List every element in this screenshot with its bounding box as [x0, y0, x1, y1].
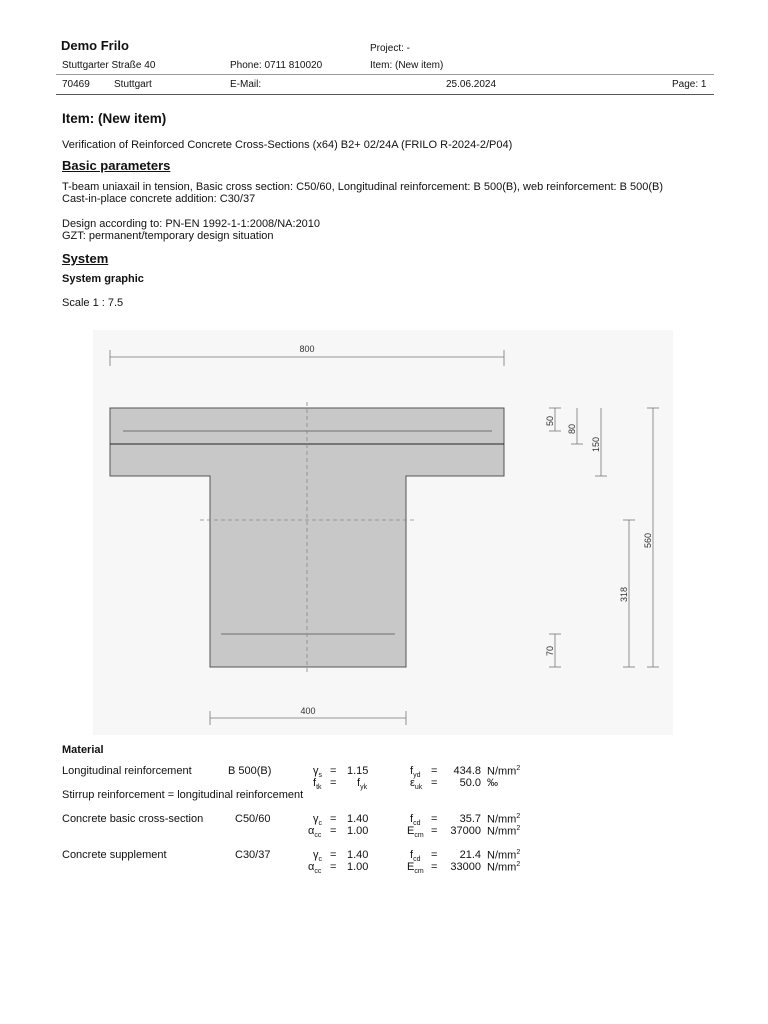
- ecm-supp-value: 33000: [450, 861, 481, 873]
- company-phone: Phone: 0711 810020: [230, 60, 323, 71]
- company-email: E-Mail:: [230, 79, 262, 90]
- eq-sign: =: [431, 813, 438, 825]
- concrete-supp-label: Concrete supplement: [62, 849, 167, 861]
- gamma-c-symbol: $\gamma_c$: [313, 849, 322, 864]
- company-zip: 70469: [62, 79, 90, 90]
- alpha-cc-symbol: $\alpha_{cc}$: [308, 861, 322, 876]
- eq-sign: =: [330, 861, 337, 873]
- cross-section-drawing: [93, 330, 673, 735]
- gamma-s-value: 1.15: [347, 765, 369, 777]
- basic-param-line-2: Cast-in-place concrete addition: C30/37: [62, 193, 256, 205]
- long-reinf-label: Longitudinal reinforcement: [62, 765, 192, 777]
- system-heading: System: [62, 251, 109, 266]
- unit-ecm-supp: $N/mm^2$: [487, 861, 521, 874]
- ecm-symbol: $E_{cm}$: [407, 861, 424, 876]
- gamma-c-supp-value: 1.40: [347, 849, 369, 861]
- dim-label-150: 150: [591, 436, 601, 452]
- eq-sign: =: [330, 825, 337, 837]
- project-label: Project: -: [370, 43, 411, 54]
- dim-label-80: 80: [567, 423, 577, 434]
- fyd-value: 434.8: [453, 765, 481, 777]
- eq-sign: =: [330, 765, 337, 777]
- alpha-cc-supp-value: 1.00: [347, 861, 369, 873]
- design-standard-line: Design according to: PN-EN 1992-1-1:2008/NA:2010: [62, 218, 321, 230]
- eq-sign: =: [330, 813, 337, 825]
- header-divider-2: [56, 94, 714, 95]
- dim-label-800: 800: [299, 344, 315, 354]
- unit-fcd: $N/mm^2$: [487, 813, 521, 826]
- unit-fcd-supp: $N/mm^2$: [487, 849, 521, 862]
- material-heading: Material: [62, 744, 104, 756]
- alpha-cc-symbol: $\alpha_{cc}$: [308, 825, 322, 840]
- gamma-c-symbol: $\gamma_c$: [313, 813, 322, 828]
- euk-value: 50.0: [459, 777, 481, 789]
- unit-ecm: $N/mm^2$: [487, 825, 521, 838]
- stirrup-line: Stirrup reinforcement = longitudinal reinforcement: [62, 789, 304, 801]
- fyk-symbol: $f_{yk}$: [357, 777, 368, 792]
- dim-label-400: 400: [300, 706, 316, 716]
- euk-symbol: $\varepsilon_{uk}$: [410, 777, 423, 792]
- fcd-value: 35.7: [459, 813, 481, 825]
- fcd-supp-value: 21.4: [459, 849, 481, 861]
- page-title: Item: (New item): [62, 111, 167, 126]
- long-reinf-grade: B 500(B): [228, 765, 272, 777]
- basic-param-line-1: T-beam uniaxail in tension, Basic cross section: C50/60, Longitudinal reinforcement: B 500(B), web reinforcement: B 500(B): [62, 181, 664, 193]
- page-number: Page: 1: [672, 79, 707, 90]
- fyd-symbol: $f_{yd}$: [410, 765, 421, 780]
- dim-label-560: 560: [643, 532, 653, 548]
- company-street: Stuttgarter Straße 40: [62, 60, 156, 71]
- company-city: Stuttgart: [114, 79, 152, 90]
- concrete-basic-label: Concrete basic cross-section: [62, 813, 204, 825]
- ecm-value: 37000: [450, 825, 481, 837]
- eq-sign: =: [431, 777, 438, 789]
- dim-label-318: 318: [619, 586, 629, 602]
- alpha-cc-value: 1.00: [347, 825, 369, 837]
- header-divider-1: [56, 74, 714, 75]
- concrete-supp-grade: C30/37: [235, 849, 271, 861]
- dim-label-70: 70: [545, 645, 555, 656]
- eq-sign: =: [330, 849, 337, 861]
- eq-sign: =: [330, 777, 337, 789]
- ftk-symbol: $f_{tk}$: [313, 777, 322, 792]
- fcd-symbol: $f_{cd}$: [410, 813, 421, 828]
- system-graphic-heading: System graphic: [62, 273, 144, 285]
- scale-label: Scale 1 : 7.5: [62, 297, 124, 309]
- item-label: Item: (New item): [370, 60, 444, 71]
- eq-sign: =: [431, 765, 438, 777]
- ecm-symbol: $E_{cm}$: [407, 825, 424, 840]
- eq-sign: =: [431, 825, 438, 837]
- eq-sign: =: [431, 861, 438, 873]
- fcd-symbol: $f_{cd}$: [410, 849, 421, 864]
- eq-sign: =: [431, 849, 438, 861]
- print-date: 25.06.2024: [446, 79, 497, 90]
- dim-label-50: 50: [545, 415, 555, 426]
- permille-unit: ‰: [487, 777, 498, 789]
- basic-parameters-heading: Basic parameters: [62, 158, 171, 173]
- verification-line: Verification of Reinforced Concrete Cross-Sections (x64) B2+ 02/24A (FRILO R-2024-2/P04): [62, 139, 513, 151]
- concrete-basic-grade: C50/60: [235, 813, 271, 825]
- cross-section-figure: [93, 330, 673, 735]
- unit-fyd: $N/mm^2$: [487, 765, 521, 778]
- design-situation-line: GZT: permanent/temporary design situation: [62, 230, 274, 242]
- gamma-c-value: 1.40: [347, 813, 369, 825]
- gamma-s-symbol: $\gamma_s$: [313, 765, 322, 780]
- company-name: Demo Frilo: [61, 38, 129, 53]
